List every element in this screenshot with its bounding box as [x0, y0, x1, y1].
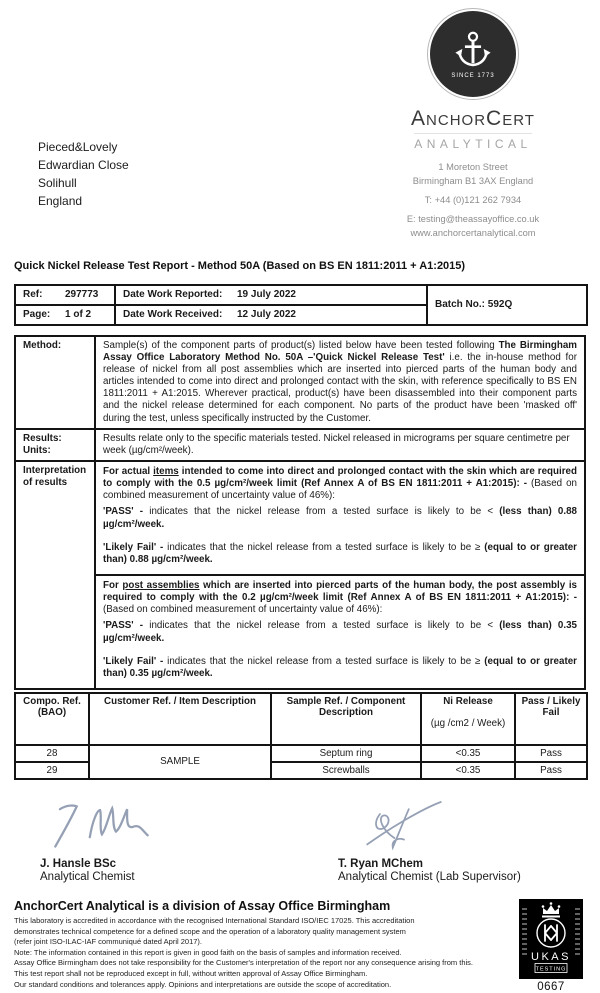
items-likely-fail-definition: 'Likely Fail' - indicates that the nickel release from a tested surface is likely to be ≥ (equal to or greater than) 0.88 µg/cm²/week. — [103, 541, 577, 565]
batch-label: Batch No.: — [435, 299, 485, 311]
post-likely-fail-definition: 'Likely Fail' - indicates that the nickel release from a tested surface is likely to be ≥ (equal to or greater than) 0.35 µg/cm²/week. — [103, 655, 577, 679]
date-reported-label: Date Work Reported: — [123, 289, 223, 301]
sample-ref-cell: Septum ring — [271, 745, 421, 762]
batch-value: 592Q — [487, 299, 513, 311]
sample-ref-cell: Screwballs — [271, 762, 421, 779]
interpretation-label: Interpretation of results — [15, 461, 95, 689]
method-label: Method: — [15, 336, 95, 429]
ref-value: 297773 — [65, 289, 99, 301]
table-row — [15, 429, 585, 461]
brand-name: AnchorCert — [411, 107, 535, 130]
ukas-sub-label: TESTING — [535, 966, 567, 973]
interpretation-content — [95, 461, 585, 689]
ref-label: Ref: — [23, 289, 43, 301]
header — [14, 8, 586, 241]
results-header-row — [15, 693, 587, 745]
footer — [14, 899, 586, 993]
col-header-compo-ref: Compo. Ref. (BAO) — [15, 693, 89, 745]
date-reported-cell — [115, 285, 427, 305]
col-header-sample-ref: Sample Ref. / Component Description — [271, 693, 421, 745]
page-cell — [15, 305, 115, 325]
date-reported-value: 19 July 2022 — [237, 289, 296, 301]
ukas-mark — [516, 899, 586, 993]
report-title: Quick Nickel Release Test Report - Method 50A (Based on BS EN 1811:2011 + A1:2015) — [14, 259, 466, 272]
page-value: 1 of 2 — [65, 309, 92, 321]
ni-release-unit: (µg /cm2 / Week) — [430, 717, 506, 729]
date-received-value: 12 July 2022 — [237, 309, 296, 321]
method-text: Sample(s) of the component parts of product(s) listed below have been tested following The Birmingham Assay Office Laboratory Method No. 50A –'Quick Nickel Release Test' i.e. the in-house method for release of nickel from all post assemblies which are inserted into pierced parts of the human body and articles intended to come into direct and prolonged contact with the skin, with reference specifically to BS EN 1811:2011 + A1:2015. Wherever practical, product(s) have been disassembled into their component parts and the nickel release determined for each component. No parts of the product have been 'masked off' during the test, unless specifically instructed by the Customer. — [95, 336, 585, 429]
ukas-testing-logo-icon — [519, 899, 583, 979]
ni-release-cell: <0.35 — [421, 745, 515, 762]
post-intro: For post assemblies which are inserted into pierced parts of the human body, the post assembly is required to comply with the 0.2 µg/cm²/week limit (Ref Annex A of BS EN 1811:2011 + A1:2015): - (Based on combined measurement of uncertainty value of 46%): — [103, 579, 577, 616]
signer-2-name: T. Ryan MChem — [338, 857, 423, 870]
date-received-label: Date Work Received: — [123, 309, 223, 321]
recipient-address: Pieced&Lovely Edwardian Close Solihull England — [38, 140, 129, 208]
ref-cell — [15, 285, 115, 305]
col-header-ni-release: Ni Release (µg /cm2 / Week) — [421, 693, 515, 745]
compo-ref-cell: 29 — [15, 762, 89, 779]
logo-circle — [430, 11, 516, 97]
brand-subtitle: ANALYTICAL — [414, 133, 531, 150]
contact-city: Birmingham B1 3AX England — [412, 175, 534, 186]
ukas-label: UKAS — [531, 950, 571, 963]
table-row — [15, 745, 587, 762]
ukas-number: 0667 — [537, 980, 565, 993]
results-table — [14, 692, 588, 780]
post-pass-definition: 'PASS' - indicates that the nickel release from a tested surface is likely to be < (less than) 0.35 µg/cm²/week. — [103, 620, 577, 644]
date-received-cell — [115, 305, 427, 325]
company-logo — [427, 8, 519, 100]
compo-ref-cell: 28 — [15, 745, 89, 762]
footer-disclaimer: This laboratory is accredited in accordance with the recognised International Standard ISO/IEC 17025. This accreditation demonstrates technical competence for a defined scope and the operation of a laboratory quality management system (refer joint ISO-ILAC-IAF communiqué dated April 2017). Note: The information contained in this report is given in good faith on the basis of samples and information received. Assay Office Birmingham does not take responsibility for the Customer's interpretation of the report nor any consequence arising from this. This test report shall not be reproduced except in full, without written approval of Assay Office Birmingham. Our standard conditions and tolerances apply. Opinions and interpretations are outside the scope of accreditation. — [14, 915, 474, 989]
anchor-icon — [451, 28, 495, 72]
col-header-pass-fail: Pass / Likely Fail — [515, 693, 587, 745]
results-units-label: Results: Units: — [15, 429, 95, 461]
company-brand — [388, 8, 558, 241]
results-units-text: Results relate only to the specific materials tested. Nickel released in micrograms per square centimetre per week (µg/cm²/week). — [95, 429, 585, 461]
signature-2-image — [348, 798, 468, 854]
signer-1-name: J. Hansle BSc — [40, 857, 117, 870]
signature-block-2 — [338, 798, 521, 883]
col-header-customer-ref: Customer Ref. / Item Description — [89, 693, 271, 745]
logo-since-text: SINCE 1773 — [451, 72, 495, 79]
customer-ref-cell: SAMPLE — [89, 745, 271, 779]
footer-text — [14, 899, 516, 993]
interpretation-items-section — [96, 462, 584, 574]
batch-number-cell — [427, 285, 587, 325]
method-table — [14, 335, 586, 690]
ni-release-cell: <0.35 — [421, 762, 515, 779]
items-pass-definition: 'PASS' - indicates that the nickel release from a tested surface is likely to be < (less than) 0.88 µg/cm²/week. — [103, 506, 577, 530]
footer-heading: AnchorCert Analytical is a division of Assay Office Birmingham — [14, 898, 391, 913]
interpretation-post-section — [96, 574, 584, 688]
signer-1-role: Analytical Chemist — [40, 870, 135, 883]
table-row — [15, 285, 587, 305]
signature-1-image — [40, 798, 190, 854]
table-row — [15, 461, 585, 689]
contact-street: 1 Moreton Street — [438, 162, 508, 172]
signer-2-role: Analytical Chemist (Lab Supervisor) — [338, 870, 521, 883]
pass-fail-cell: Pass — [515, 762, 587, 779]
signature-block-1 — [40, 798, 322, 883]
items-intro: For actual items intended to come into direct and prolonged contact with the skin which are required to comply with the 0.5 µg/cm²/week limit (Ref Annex A of BS EN 1811:2011 + A1:2015): - (Based on combined measurement of uncertainty value of 46%): — [103, 465, 577, 502]
reference-table — [14, 284, 588, 326]
pass-fail-cell: Pass — [515, 745, 587, 762]
page-label: Page: — [23, 309, 51, 321]
contact-website: www.anchorcertanalytical.com — [410, 227, 536, 238]
table-row — [15, 336, 585, 429]
contact-info — [407, 161, 539, 241]
contact-phone: T: +44 (0)121 262 7934 — [424, 194, 522, 205]
contact-email: E: testing@theassayoffice.co.uk — [406, 213, 540, 224]
signatures-section — [14, 798, 586, 883]
